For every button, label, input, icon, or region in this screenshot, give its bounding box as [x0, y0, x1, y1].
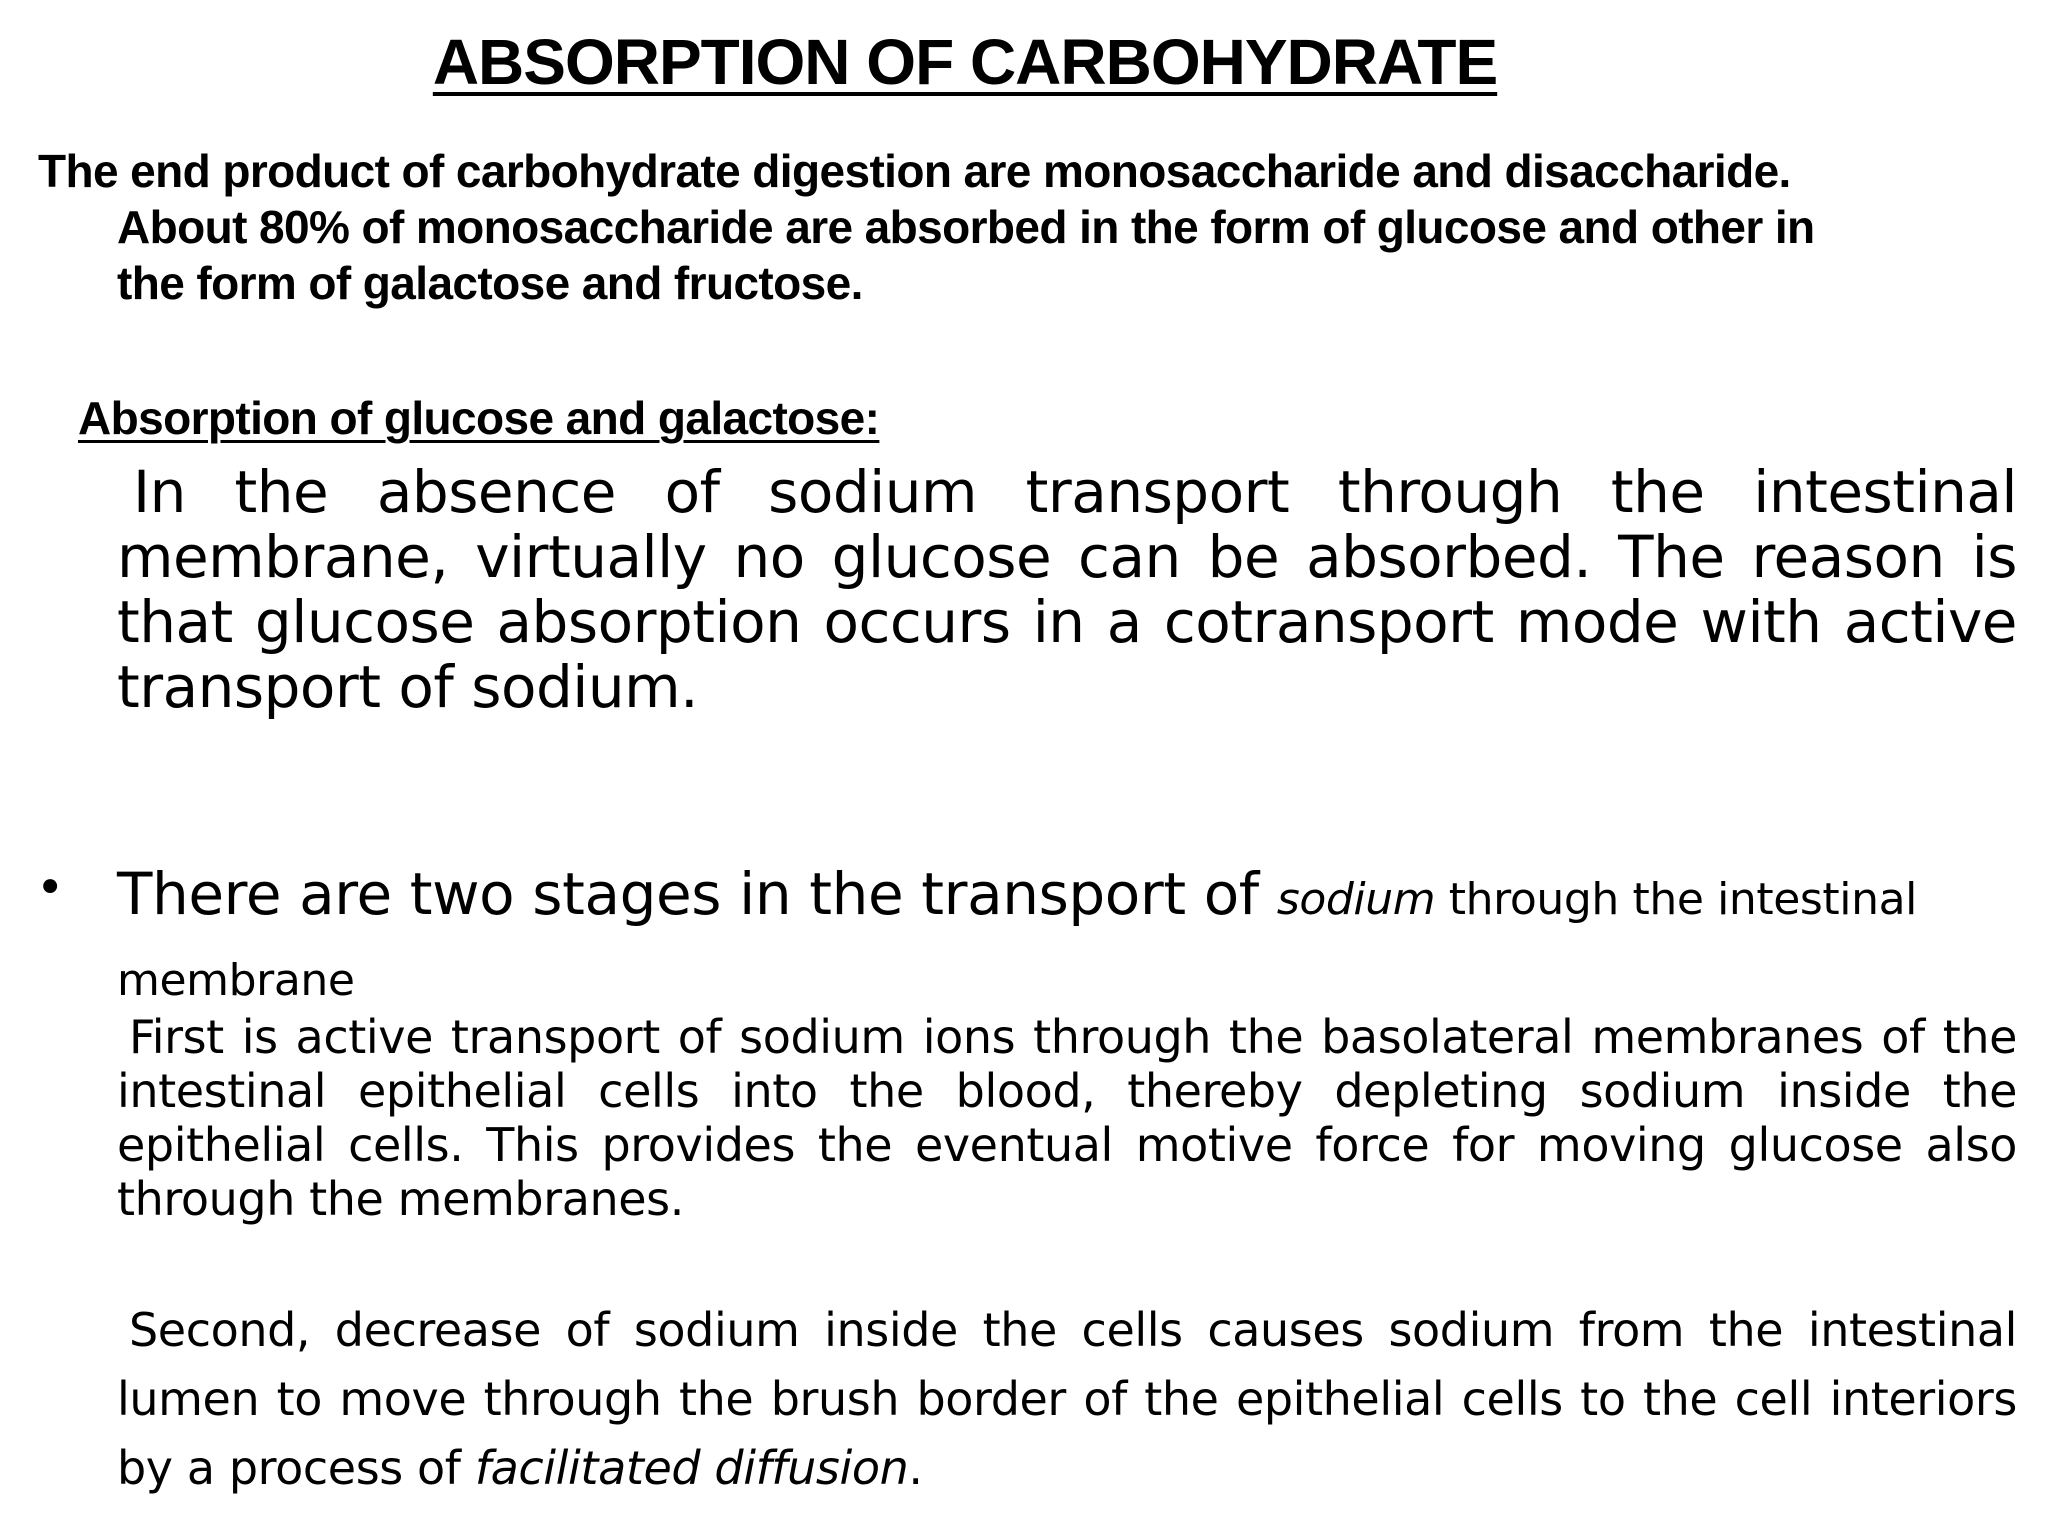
bullet-text-italic: sodium: [1276, 874, 1436, 925]
section-heading: Absorption of glucose and galactose:: [78, 392, 880, 444]
main-paragraph: [117, 460, 2017, 720]
bullet-marker: •: [36, 860, 65, 916]
intro-line-2: About 80% of monosaccharide are absorbed in the form of glucose and other in: [117, 201, 1815, 253]
bullet-item: [117, 858, 2017, 1026]
slide-title: ABSORPTION OF CARBOHYDRATE: [432, 26, 1498, 98]
bullet-text-end: through the intestinal membrane: [117, 874, 1917, 1006]
main-paragraph-text: In the absence of sodium transport through the intestinal membrane, virtually no glucose can be absorbed. The reason is that glucose absorption occurs in a cotransport mode with active transport of sodium.: [117, 458, 2017, 721]
intro-paragraph: [38, 143, 2028, 311]
second-stage-paragraph: [117, 1296, 2017, 1503]
intro-line-3: the form of galactose and fructose.: [117, 257, 863, 309]
second-stage-italic: facilitated diffusion: [474, 1441, 909, 1495]
second-stage-end: .: [908, 1441, 923, 1495]
first-stage-text: First is active transport of sodium ions through the basolateral membranes of the intestinal epithelial cells into the blood, thereby depleting sodium inside the epithelial cells. This provides the eventual motive force for moving glucose also through the membranes.: [117, 1010, 2017, 1226]
bullet-text-start: There are two stages in the transport of: [117, 860, 1277, 928]
intro-line-1: The end product of carbohydrate digestion are monosaccharide and disaccharide.: [38, 145, 1791, 197]
first-stage-paragraph: [117, 1010, 2017, 1226]
second-stage-text: Second, decrease of sodium inside the cells causes sodium from the intestinal lumen to move through the brush border of the epithelial cells to the cell interiors by a process of: [117, 1303, 2017, 1495]
